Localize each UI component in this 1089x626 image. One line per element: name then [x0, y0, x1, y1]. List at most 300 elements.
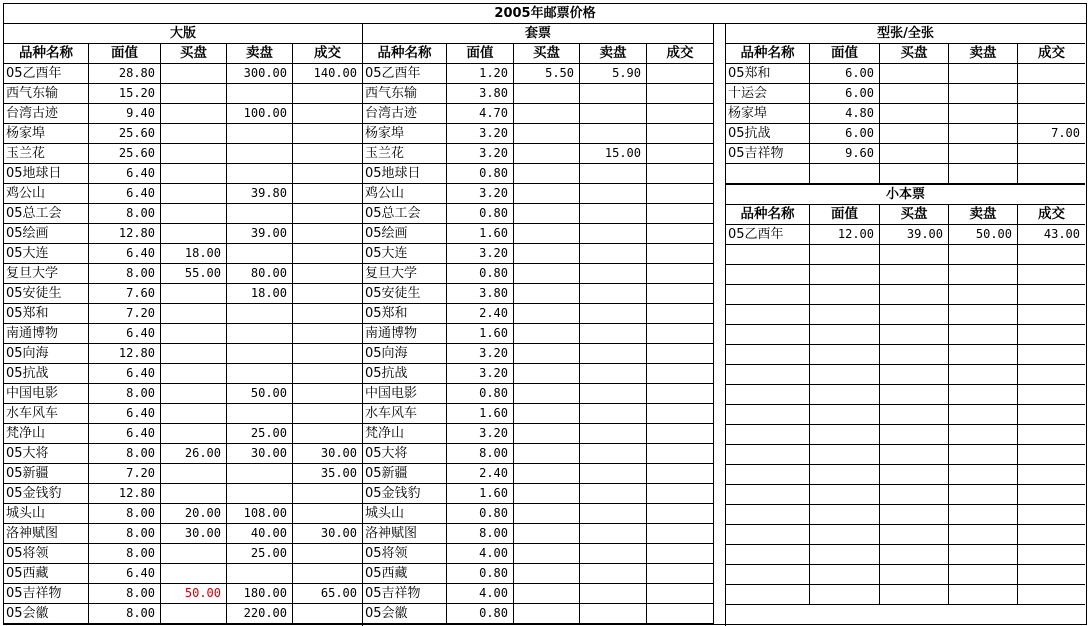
table-row-booklet-cell-bid[interactable]: [880, 285, 949, 305]
table-row-set-cell-ask[interactable]: [580, 264, 647, 284]
table-row-booklet-cell-name[interactable]: [726, 385, 810, 405]
table-row-booklet-cell-face[interactable]: [810, 445, 880, 465]
table-row-set-cell-bid[interactable]: [514, 524, 580, 544]
table-row-large-cell-face[interactable]: 8.00: [89, 444, 161, 464]
table-row-set-cell-bid[interactable]: [514, 464, 580, 484]
table-row-booklet-cell-name[interactable]: 05乙酉年: [726, 225, 810, 245]
table-row-large-cell-face[interactable]: 6.40: [89, 404, 161, 424]
table-row-set-cell-bid[interactable]: [514, 204, 580, 224]
table-row-large-cell-name[interactable]: 05向海: [4, 344, 89, 364]
table-row-booklet-cell-face[interactable]: [810, 425, 880, 445]
table-row-large-cell-bid[interactable]: [161, 384, 227, 404]
table-row-sheetlet-cell-face[interactable]: [810, 164, 880, 184]
table-row-large-cell-face[interactable]: 6.40: [89, 424, 161, 444]
table-row-large-cell-name[interactable]: 城头山: [4, 504, 89, 524]
table-row-booklet-cell-deal[interactable]: [1018, 305, 1085, 325]
table-row-set-cell-name[interactable]: 05郑和: [363, 304, 447, 324]
table-row-booklet-cell-name[interactable]: [726, 365, 810, 385]
table-row-set-cell-name[interactable]: 城头山: [363, 504, 447, 524]
table-row-large-cell-deal[interactable]: 35.00: [293, 464, 363, 484]
table-row-booklet-cell-face[interactable]: 12.00: [810, 225, 880, 245]
table-row-large-cell-face[interactable]: 6.40: [89, 164, 161, 184]
table-row-set-cell-ask[interactable]: [580, 344, 647, 364]
table-row-set-cell-name[interactable]: 05新疆: [363, 464, 447, 484]
table-row-booklet-cell-name[interactable]: [726, 445, 810, 465]
table-row-set-cell-name[interactable]: 05西藏: [363, 564, 447, 584]
table-row-booklet-cell-bid[interactable]: [880, 385, 949, 405]
table-row-large-cell-bid[interactable]: [161, 284, 227, 304]
table-row-set-cell-deal[interactable]: [647, 284, 714, 304]
table-row-large-cell-bid[interactable]: 26.00: [161, 444, 227, 464]
table-row-set-cell-face[interactable]: 1.60: [447, 324, 514, 344]
table-row-large-cell-bid[interactable]: [161, 564, 227, 584]
table-row-large-cell-face[interactable]: 12.80: [89, 224, 161, 244]
table-row-large-cell-ask[interactable]: [227, 484, 293, 504]
table-row-sheetlet-cell-bid[interactable]: [880, 84, 949, 104]
table-row-booklet-cell-bid[interactable]: [880, 585, 949, 605]
table-row-set-cell-name[interactable]: 水车风车: [363, 404, 447, 424]
table-row-booklet-cell-ask[interactable]: [949, 365, 1018, 385]
table-row-sheetlet-cell-ask[interactable]: [949, 84, 1018, 104]
table-row-large-cell-deal[interactable]: [293, 504, 363, 524]
table-row-sheetlet-cell-name[interactable]: 05郑和: [726, 64, 810, 84]
table-row-large-cell-bid[interactable]: 55.00: [161, 264, 227, 284]
table-row-large-cell-deal[interactable]: [293, 284, 363, 304]
table-row-booklet-cell-deal[interactable]: [1018, 405, 1085, 425]
table-row-set-cell-ask[interactable]: [580, 184, 647, 204]
table-row-sheetlet-cell-deal[interactable]: [1018, 164, 1085, 184]
table-row-booklet-cell-face[interactable]: [810, 285, 880, 305]
table-row-set-cell-deal[interactable]: [647, 324, 714, 344]
table-row-sheetlet-cell-face[interactable]: 6.00: [810, 124, 880, 144]
table-row-set-cell-bid[interactable]: [514, 144, 580, 164]
table-row-set-cell-ask[interactable]: [580, 84, 647, 104]
table-row-large-cell-name[interactable]: 05会徽: [4, 604, 89, 624]
table-row-booklet-cell-face[interactable]: [810, 525, 880, 545]
table-row-sheetlet-cell-face[interactable]: 9.60: [810, 144, 880, 164]
table-row-booklet-cell-ask[interactable]: 50.00: [949, 225, 1018, 245]
table-row-large-cell-name[interactable]: 05抗战: [4, 364, 89, 384]
table-row-set-cell-name[interactable]: 05安徒生: [363, 284, 447, 304]
table-row-booklet-cell-bid[interactable]: [880, 425, 949, 445]
table-row-large-cell-ask[interactable]: [227, 564, 293, 584]
table-row-set-cell-ask[interactable]: [580, 104, 647, 124]
table-row-set-cell-name[interactable]: 台湾古迹: [363, 104, 447, 124]
table-row-set-cell-name[interactable]: 杨家埠: [363, 124, 447, 144]
table-row-set-cell-ask[interactable]: [580, 224, 647, 244]
table-row-set-cell-face[interactable]: 3.20: [447, 184, 514, 204]
table-row-booklet-cell-ask[interactable]: [949, 425, 1018, 445]
table-row-large-cell-bid[interactable]: 18.00: [161, 244, 227, 264]
table-row-booklet-cell-deal[interactable]: [1018, 325, 1085, 345]
table-row-set-cell-ask[interactable]: [580, 364, 647, 384]
table-row-large-cell-bid[interactable]: [161, 84, 227, 104]
table-row-set-cell-deal[interactable]: [647, 444, 714, 464]
table-row-large-cell-name[interactable]: 西气东输: [4, 84, 89, 104]
table-row-set-cell-deal[interactable]: [647, 604, 714, 624]
table-row-set-cell-deal[interactable]: [647, 264, 714, 284]
table-row-large-cell-deal[interactable]: 30.00: [293, 524, 363, 544]
table-row-set-cell-face[interactable]: 3.20: [447, 424, 514, 444]
table-row-booklet-cell-name[interactable]: [726, 505, 810, 525]
table-row-large-cell-ask[interactable]: 80.00: [227, 264, 293, 284]
table-row-set-cell-bid[interactable]: [514, 164, 580, 184]
table-row-booklet-cell-bid[interactable]: [880, 505, 949, 525]
table-row-set-cell-face[interactable]: 8.00: [447, 444, 514, 464]
table-row-set-cell-deal[interactable]: [647, 464, 714, 484]
table-row-set-cell-bid[interactable]: [514, 544, 580, 564]
table-row-large-cell-name[interactable]: 南通博物: [4, 324, 89, 344]
table-row-large-cell-face[interactable]: 7.20: [89, 464, 161, 484]
table-row-large-cell-deal[interactable]: [293, 404, 363, 424]
table-row-booklet-cell-name[interactable]: [726, 485, 810, 505]
table-row-booklet-cell-deal[interactable]: [1018, 565, 1085, 585]
table-row-set-cell-ask[interactable]: [580, 404, 647, 424]
table-row-sheetlet-cell-deal[interactable]: [1018, 144, 1085, 164]
table-row-set-cell-deal[interactable]: [647, 384, 714, 404]
table-row-large-cell-name[interactable]: 05大连: [4, 244, 89, 264]
table-row-set-cell-deal[interactable]: [647, 364, 714, 384]
table-row-set-cell-ask[interactable]: [580, 604, 647, 624]
table-row-set-cell-bid[interactable]: [514, 284, 580, 304]
table-row-set-cell-name[interactable]: 05大连: [363, 244, 447, 264]
table-row-large-cell-name[interactable]: 05吉祥物: [4, 584, 89, 604]
table-row-set-cell-face[interactable]: 3.20: [447, 364, 514, 384]
table-row-large-cell-face[interactable]: 8.00: [89, 384, 161, 404]
table-row-large-cell-face[interactable]: 7.20: [89, 304, 161, 324]
table-row-set-cell-bid[interactable]: [514, 244, 580, 264]
table-row-booklet-cell-face[interactable]: [810, 545, 880, 565]
table-row-set-cell-ask[interactable]: [580, 484, 647, 504]
table-row-set-cell-name[interactable]: 05会徽: [363, 604, 447, 624]
table-row-sheetlet-cell-face[interactable]: 6.00: [810, 64, 880, 84]
table-row-sheetlet-cell-name[interactable]: 05抗战: [726, 124, 810, 144]
table-row-booklet-cell-name[interactable]: [726, 545, 810, 565]
table-row-large-cell-name[interactable]: 05安徒生: [4, 284, 89, 304]
table-row-large-cell-name[interactable]: 05地球日: [4, 164, 89, 184]
table-row-set-cell-deal[interactable]: [647, 564, 714, 584]
table-row-set-cell-face[interactable]: 0.80: [447, 504, 514, 524]
table-row-booklet-cell-deal[interactable]: [1018, 465, 1085, 485]
table-row-sheetlet-cell-deal[interactable]: [1018, 84, 1085, 104]
table-row-set-cell-face[interactable]: 8.00: [447, 524, 514, 544]
table-row-set-cell-bid[interactable]: [514, 184, 580, 204]
table-row-large-cell-ask[interactable]: 18.00: [227, 284, 293, 304]
table-row-sheetlet-cell-deal[interactable]: [1018, 64, 1085, 84]
table-row-large-cell-bid[interactable]: 50.00: [161, 584, 227, 604]
table-row-sheetlet-cell-ask[interactable]: [949, 144, 1018, 164]
table-row-set-cell-name[interactable]: 05向海: [363, 344, 447, 364]
table-row-sheetlet-cell-name[interactable]: 05吉祥物: [726, 144, 810, 164]
table-row-large-cell-ask[interactable]: 50.00: [227, 384, 293, 404]
table-row-sheetlet-cell-bid[interactable]: [880, 64, 949, 84]
table-row-set-cell-bid[interactable]: [514, 124, 580, 144]
table-row-large-cell-face[interactable]: 25.60: [89, 124, 161, 144]
table-row-set-cell-face[interactable]: 3.80: [447, 84, 514, 104]
table-row-sheetlet-cell-bid[interactable]: [880, 104, 949, 124]
table-row-large-cell-name[interactable]: 鸡公山: [4, 184, 89, 204]
table-row-booklet-cell-ask[interactable]: [949, 285, 1018, 305]
table-row-set-cell-face[interactable]: 3.20: [447, 344, 514, 364]
table-row-set-cell-deal[interactable]: [647, 164, 714, 184]
table-row-booklet-cell-face[interactable]: [810, 325, 880, 345]
table-row-set-cell-bid[interactable]: [514, 564, 580, 584]
table-row-large-cell-name[interactable]: 台湾古迹: [4, 104, 89, 124]
table-row-set-cell-bid[interactable]: [514, 224, 580, 244]
table-row-set-cell-ask[interactable]: [580, 444, 647, 464]
table-row-large-cell-face[interactable]: 8.00: [89, 204, 161, 224]
table-row-large-cell-bid[interactable]: [161, 124, 227, 144]
table-row-set-cell-deal[interactable]: [647, 344, 714, 364]
table-row-large-cell-ask[interactable]: [227, 344, 293, 364]
table-row-set-cell-bid[interactable]: [514, 604, 580, 624]
table-row-large-cell-deal[interactable]: [293, 124, 363, 144]
table-row-booklet-cell-face[interactable]: [810, 585, 880, 605]
table-row-large-cell-name[interactable]: 杨家埠: [4, 124, 89, 144]
table-row-large-cell-deal[interactable]: 30.00: [293, 444, 363, 464]
table-row-set-cell-deal[interactable]: [647, 404, 714, 424]
table-row-booklet-cell-ask[interactable]: [949, 385, 1018, 405]
table-row-large-cell-face[interactable]: 7.60: [89, 284, 161, 304]
table-row-set-cell-name[interactable]: 05吉祥物: [363, 584, 447, 604]
table-row-large-cell-name[interactable]: 中国电影: [4, 384, 89, 404]
table-row-large-cell-bid[interactable]: [161, 364, 227, 384]
table-row-booklet-cell-bid[interactable]: [880, 265, 949, 285]
table-row-booklet-cell-bid[interactable]: [880, 325, 949, 345]
table-row-large-cell-name[interactable]: 洛神赋图: [4, 524, 89, 544]
table-row-large-cell-deal[interactable]: [293, 184, 363, 204]
table-row-booklet-cell-face[interactable]: [810, 565, 880, 585]
table-row-booklet-cell-bid[interactable]: 39.00: [880, 225, 949, 245]
table-row-sheetlet-cell-bid[interactable]: [880, 124, 949, 144]
table-row-booklet-cell-deal[interactable]: [1018, 385, 1085, 405]
table-row-large-cell-name[interactable]: 梵净山: [4, 424, 89, 444]
table-row-booklet-cell-face[interactable]: [810, 345, 880, 365]
table-row-large-cell-bid[interactable]: [161, 604, 227, 624]
table-row-large-cell-name[interactable]: 复旦大学: [4, 264, 89, 284]
table-row-large-cell-ask[interactable]: [227, 304, 293, 324]
table-row-large-cell-face[interactable]: 12.80: [89, 484, 161, 504]
table-row-set-cell-deal[interactable]: [647, 84, 714, 104]
table-row-large-cell-face[interactable]: 15.20: [89, 84, 161, 104]
table-row-set-cell-name[interactable]: 西气东输: [363, 84, 447, 104]
table-row-set-cell-deal[interactable]: [647, 204, 714, 224]
table-row-set-cell-bid[interactable]: [514, 344, 580, 364]
table-row-large-cell-name[interactable]: 水车风车: [4, 404, 89, 424]
table-row-large-cell-ask[interactable]: 220.00: [227, 604, 293, 624]
table-row-set-cell-bid[interactable]: [514, 384, 580, 404]
table-row-booklet-cell-bid[interactable]: [880, 365, 949, 385]
table-row-large-cell-deal[interactable]: [293, 424, 363, 444]
table-row-set-cell-ask[interactable]: [580, 164, 647, 184]
table-row-large-cell-deal[interactable]: [293, 164, 363, 184]
table-row-set-cell-face[interactable]: 3.20: [447, 144, 514, 164]
table-row-set-cell-face[interactable]: 1.20: [447, 64, 514, 84]
table-row-large-cell-ask[interactable]: [227, 324, 293, 344]
table-row-large-cell-ask[interactable]: [227, 464, 293, 484]
table-row-large-cell-face[interactable]: 6.40: [89, 364, 161, 384]
table-row-set-cell-face[interactable]: 3.20: [447, 124, 514, 144]
table-row-large-cell-deal[interactable]: [293, 564, 363, 584]
table-row-booklet-cell-ask[interactable]: [949, 345, 1018, 365]
table-row-set-cell-ask[interactable]: [580, 544, 647, 564]
table-row-large-cell-name[interactable]: 玉兰花: [4, 144, 89, 164]
table-row-set-cell-bid[interactable]: [514, 84, 580, 104]
table-row-booklet-cell-deal[interactable]: [1018, 545, 1085, 565]
table-row-booklet-cell-deal[interactable]: [1018, 425, 1085, 445]
table-row-booklet-cell-ask[interactable]: [949, 545, 1018, 565]
table-row-booklet-cell-deal[interactable]: [1018, 285, 1085, 305]
table-row-set-cell-ask[interactable]: [580, 244, 647, 264]
table-row-large-cell-bid[interactable]: [161, 64, 227, 84]
table-row-large-cell-name[interactable]: 05大将: [4, 444, 89, 464]
table-row-set-cell-bid[interactable]: [514, 304, 580, 324]
table-row-sheetlet-cell-deal[interactable]: 7.00: [1018, 124, 1085, 144]
table-row-booklet-cell-bid[interactable]: [880, 245, 949, 265]
table-row-large-cell-deal[interactable]: 65.00: [293, 584, 363, 604]
table-row-large-cell-ask[interactable]: 39.80: [227, 184, 293, 204]
table-row-set-cell-name[interactable]: 南通博物: [363, 324, 447, 344]
table-row-set-cell-name[interactable]: 05抗战: [363, 364, 447, 384]
table-row-booklet-cell-face[interactable]: [810, 485, 880, 505]
table-row-large-cell-ask[interactable]: 180.00: [227, 584, 293, 604]
table-row-large-cell-ask[interactable]: 25.00: [227, 424, 293, 444]
table-row-large-cell-name[interactable]: 05西藏: [4, 564, 89, 584]
table-row-set-cell-deal[interactable]: [647, 224, 714, 244]
table-row-set-cell-bid[interactable]: [514, 324, 580, 344]
table-row-large-cell-deal[interactable]: [293, 304, 363, 324]
table-row-large-cell-name[interactable]: 05将领: [4, 544, 89, 564]
table-row-large-cell-bid[interactable]: [161, 304, 227, 324]
table-row-large-cell-ask[interactable]: [227, 164, 293, 184]
table-row-set-cell-bid[interactable]: [514, 424, 580, 444]
table-row-set-cell-ask[interactable]: [580, 324, 647, 344]
table-row-large-cell-deal[interactable]: [293, 84, 363, 104]
table-row-set-cell-face[interactable]: 0.80: [447, 264, 514, 284]
table-row-booklet-cell-bid[interactable]: [880, 305, 949, 325]
table-row-large-cell-face[interactable]: 12.80: [89, 344, 161, 364]
table-row-large-cell-deal[interactable]: [293, 324, 363, 344]
table-row-set-cell-deal[interactable]: [647, 244, 714, 264]
table-row-booklet-cell-name[interactable]: [726, 345, 810, 365]
table-row-booklet-cell-name[interactable]: [726, 405, 810, 425]
table-row-sheetlet-cell-face[interactable]: 6.00: [810, 84, 880, 104]
table-row-large-cell-ask[interactable]: [227, 84, 293, 104]
table-row-large-cell-ask[interactable]: [227, 144, 293, 164]
table-row-large-cell-name[interactable]: 05乙酉年: [4, 64, 89, 84]
table-row-set-cell-face[interactable]: 0.80: [447, 564, 514, 584]
table-row-large-cell-deal[interactable]: [293, 364, 363, 384]
table-row-booklet-cell-ask[interactable]: [949, 305, 1018, 325]
table-row-set-cell-deal[interactable]: [647, 424, 714, 444]
table-row-large-cell-ask[interactable]: [227, 364, 293, 384]
table-row-large-cell-deal[interactable]: [293, 344, 363, 364]
table-row-set-cell-ask[interactable]: [580, 584, 647, 604]
table-row-set-cell-face[interactable]: 2.40: [447, 464, 514, 484]
table-row-booklet-cell-bid[interactable]: [880, 465, 949, 485]
table-row-large-cell-face[interactable]: 8.00: [89, 264, 161, 284]
table-row-large-cell-ask[interactable]: 100.00: [227, 104, 293, 124]
table-row-set-cell-face[interactable]: 0.80: [447, 384, 514, 404]
table-row-large-cell-name[interactable]: 05金钱豹: [4, 484, 89, 504]
table-row-set-cell-deal[interactable]: [647, 184, 714, 204]
table-row-large-cell-bid[interactable]: 30.00: [161, 524, 227, 544]
table-row-set-cell-name[interactable]: 洛神赋图: [363, 524, 447, 544]
table-row-booklet-cell-deal[interactable]: [1018, 485, 1085, 505]
table-row-booklet-cell-ask[interactable]: [949, 245, 1018, 265]
table-row-large-cell-deal[interactable]: [293, 484, 363, 504]
table-row-booklet-cell-name[interactable]: [726, 305, 810, 325]
table-row-large-cell-face[interactable]: 28.80: [89, 64, 161, 84]
table-row-large-cell-face[interactable]: 8.00: [89, 524, 161, 544]
table-row-set-cell-face[interactable]: 4.00: [447, 584, 514, 604]
table-row-set-cell-deal[interactable]: [647, 584, 714, 604]
table-row-booklet-cell-deal[interactable]: [1018, 345, 1085, 365]
table-row-booklet-cell-name[interactable]: [726, 285, 810, 305]
table-row-set-cell-bid[interactable]: [514, 484, 580, 504]
table-row-large-cell-deal[interactable]: [293, 244, 363, 264]
table-row-large-cell-bid[interactable]: [161, 184, 227, 204]
table-row-booklet-cell-ask[interactable]: [949, 525, 1018, 545]
table-row-booklet-cell-name[interactable]: [726, 465, 810, 485]
table-row-booklet-cell-name[interactable]: [726, 425, 810, 445]
table-row-set-cell-deal[interactable]: [647, 524, 714, 544]
table-row-sheetlet-cell-bid[interactable]: [880, 144, 949, 164]
table-row-large-cell-face[interactable]: 6.40: [89, 184, 161, 204]
table-row-booklet-cell-name[interactable]: [726, 245, 810, 265]
table-row-set-cell-name[interactable]: 玉兰花: [363, 144, 447, 164]
table-row-large-cell-bid[interactable]: [161, 484, 227, 504]
table-row-set-cell-ask[interactable]: [580, 124, 647, 144]
table-row-set-cell-face[interactable]: 0.80: [447, 204, 514, 224]
table-row-booklet-cell-ask[interactable]: [949, 325, 1018, 345]
table-row-large-cell-bid[interactable]: [161, 344, 227, 364]
table-row-set-cell-deal[interactable]: [647, 544, 714, 564]
table-row-large-cell-deal[interactable]: [293, 384, 363, 404]
table-row-set-cell-ask[interactable]: [580, 504, 647, 524]
table-row-set-cell-deal[interactable]: [647, 504, 714, 524]
table-row-booklet-cell-bid[interactable]: [880, 445, 949, 465]
table-row-set-cell-face[interactable]: 1.60: [447, 484, 514, 504]
table-row-set-cell-ask[interactable]: [580, 284, 647, 304]
table-row-booklet-cell-ask[interactable]: [949, 405, 1018, 425]
table-row-sheetlet-cell-ask[interactable]: [949, 124, 1018, 144]
table-row-set-cell-bid[interactable]: [514, 404, 580, 424]
table-row-set-cell-name[interactable]: 鸡公山: [363, 184, 447, 204]
table-row-set-cell-face[interactable]: 0.80: [447, 164, 514, 184]
table-row-booklet-cell-bid[interactable]: [880, 525, 949, 545]
table-row-large-cell-bid[interactable]: [161, 224, 227, 244]
table-row-booklet-cell-deal[interactable]: [1018, 445, 1085, 465]
table-row-booklet-cell-bid[interactable]: [880, 565, 949, 585]
table-row-large-cell-name[interactable]: 05总工会: [4, 204, 89, 224]
table-row-booklet-cell-name[interactable]: [726, 585, 810, 605]
table-row-large-cell-deal[interactable]: [293, 224, 363, 244]
table-row-booklet-cell-ask[interactable]: [949, 505, 1018, 525]
table-row-booklet-cell-bid[interactable]: [880, 345, 949, 365]
table-row-booklet-cell-deal[interactable]: 43.00: [1018, 225, 1085, 245]
table-row-set-cell-name[interactable]: 梵净山: [363, 424, 447, 444]
table-row-booklet-cell-face[interactable]: [810, 305, 880, 325]
table-row-large-cell-bid[interactable]: 20.00: [161, 504, 227, 524]
table-row-sheetlet-cell-ask[interactable]: [949, 64, 1018, 84]
table-row-large-cell-face[interactable]: 8.00: [89, 504, 161, 524]
table-row-booklet-cell-deal[interactable]: [1018, 505, 1085, 525]
table-row-booklet-cell-ask[interactable]: [949, 445, 1018, 465]
table-row-set-cell-face[interactable]: 4.00: [447, 544, 514, 564]
table-row-large-cell-deal[interactable]: [293, 264, 363, 284]
table-row-booklet-cell-face[interactable]: [810, 505, 880, 525]
